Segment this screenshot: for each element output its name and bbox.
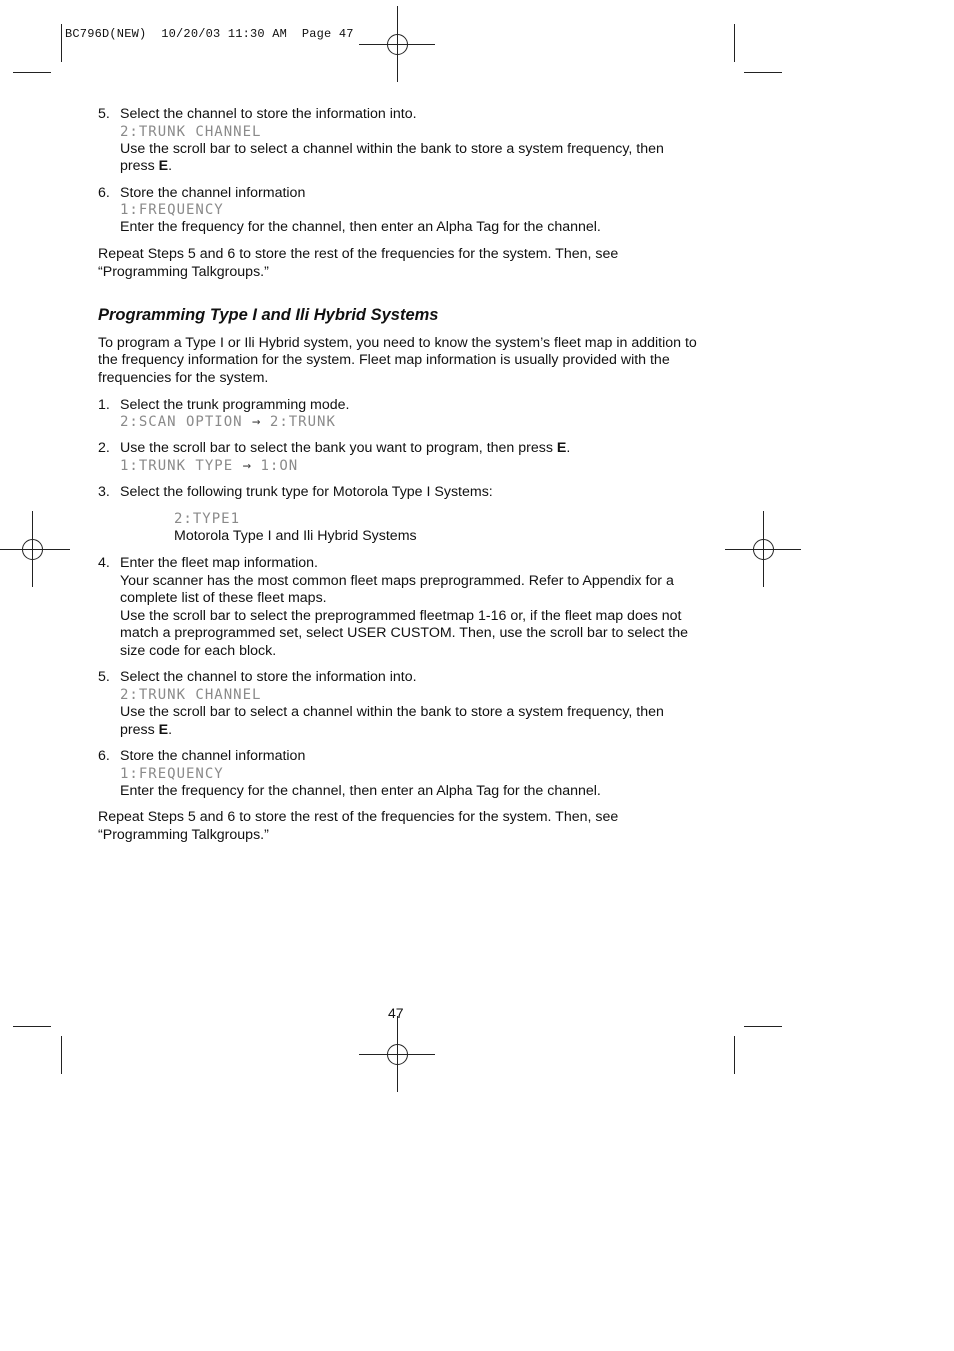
crop-mark-top-right-v (734, 24, 735, 62)
lcd-text-b: 2:TRUNK (269, 414, 336, 431)
section-heading: Programming Type I and Ili Hybrid Systems (98, 306, 439, 325)
step-detail-1: Your scanner has the most common fleet maps preprogrammed. Refer to Appendix for a complete list of these fleet maps. (120, 572, 674, 607)
key-label: E (556, 440, 567, 457)
repeat-paragraph: Repeat Steps 5 and 6 to store the rest of the frequencies for the system. Then, see “Programming Talkgroups.” (98, 245, 619, 280)
page-content (98, 106, 698, 854)
trunk-type-block (120, 511, 698, 546)
crop-mark-top-left-v (61, 24, 62, 62)
crop-mark-bottom-left-v (61, 1036, 62, 1074)
step-number: 5. (98, 669, 110, 686)
repeat-paragraph: Repeat Steps 5 and 6 to store the rest of the frequencies for the system. Then, see “Programming Talkgroups.” (98, 809, 619, 844)
lcd-display (120, 458, 698, 475)
section-step-1 (98, 397, 698, 432)
lcd-text-b: 1:ON (260, 457, 299, 474)
step-text: Select the channel to store the information into. (120, 669, 417, 686)
crop-mark-bottom-right-v (734, 1036, 735, 1074)
detail-text-end: . (168, 721, 173, 738)
block1-step-6 (98, 185, 698, 237)
step-text-end: . (566, 440, 571, 457)
step-detail: Enter the frequency for the channel, then enter an Alpha Tag for the channel. (120, 782, 601, 799)
lcd-text-a: 2:SCAN OPTION (120, 414, 243, 431)
step-detail: Enter the frequency for the channel, then enter an Alpha Tag for the channel. (120, 219, 601, 236)
arrow-right-icon: → (242, 457, 252, 474)
lcd-text-a: 1:TRUNK TYPE (120, 457, 234, 474)
step-number: 1. (98, 396, 110, 413)
lcd-display: 1:FREQUENCY (120, 202, 224, 219)
step-number: 2. (98, 440, 110, 457)
registration-mark-right (725, 511, 801, 587)
lcd-display: 2:TRUNK CHANNEL (120, 687, 262, 704)
step-text: Store the channel information (120, 184, 306, 201)
detail-text: Use the scroll bar to select a channel within the bank to store a system frequency, then press (120, 704, 664, 738)
crop-mark-bottom-left-h (13, 1026, 51, 1027)
lcd-display (120, 414, 698, 431)
section-step-2 (98, 440, 698, 475)
lcd-display: 2:TYPE1 (174, 511, 241, 528)
step-text: Select the following trunk type for Motorola Type I Systems: (120, 483, 493, 500)
key-label: E (158, 158, 169, 175)
step-number: 5. (98, 106, 110, 122)
step-number: 4. (98, 554, 110, 571)
section-step-3 (98, 484, 698, 546)
lcd-display: 2:TRUNK CHANNEL (120, 123, 262, 140)
step-text: Select the trunk programming mode. (120, 396, 350, 413)
step-text-main: Use the scroll bar to select the bank you want to program, then press (120, 440, 557, 457)
arrow-right-icon: → (252, 414, 261, 431)
step-number: 3. (98, 483, 110, 500)
section-step-4 (98, 555, 698, 661)
lcd-display: 1:FREQUENCY (120, 765, 224, 782)
print-slug: BC796D(NEW) 10/20/03 11:30 AM Page 47 (65, 27, 354, 41)
registration-mark-top (359, 6, 435, 82)
crop-mark-top-right-h (744, 72, 782, 73)
step-text (120, 440, 698, 458)
crop-mark-bottom-right-h (744, 1026, 782, 1027)
step-text: Enter the fleet map information. (120, 554, 318, 571)
section-step-6 (98, 748, 698, 800)
detail-text: Use the scroll bar to select a channel within the bank to store a system frequency, then press (120, 140, 664, 175)
step-detail (120, 141, 698, 176)
step-detail-2: Use the scroll bar to select the preprogrammed fleetmap 1-16 or, if the fleet map does not match a preprogrammed set, select USER CUSTOM. Then, use the scroll bar to select the size code for each block. (120, 607, 688, 659)
crop-mark-top-left-h (13, 72, 51, 73)
trunk-type-caption: Motorola Type I and Ili Hybrid Systems (174, 528, 417, 545)
block1-step-5 (98, 106, 698, 176)
detail-text-end: . (168, 158, 173, 175)
step-detail (120, 704, 698, 739)
step-number: 6. (98, 184, 110, 201)
step-number: 6. (98, 748, 110, 765)
section-step-5 (98, 669, 698, 739)
registration-mark-bottom (359, 1016, 435, 1092)
intro-paragraph: To program a Type I or Ili Hybrid system, you need to know the system’s fleet map in addition to the frequency information for the system. Fleet map information is usually provided with the frequencies for the system. (98, 334, 697, 386)
page-number: 47 (388, 1005, 404, 1021)
registration-mark-left (0, 511, 70, 587)
step-text: Select the channel to store the information into. (120, 106, 417, 122)
key-label: E (158, 721, 169, 738)
step-text: Store the channel information (120, 748, 306, 765)
